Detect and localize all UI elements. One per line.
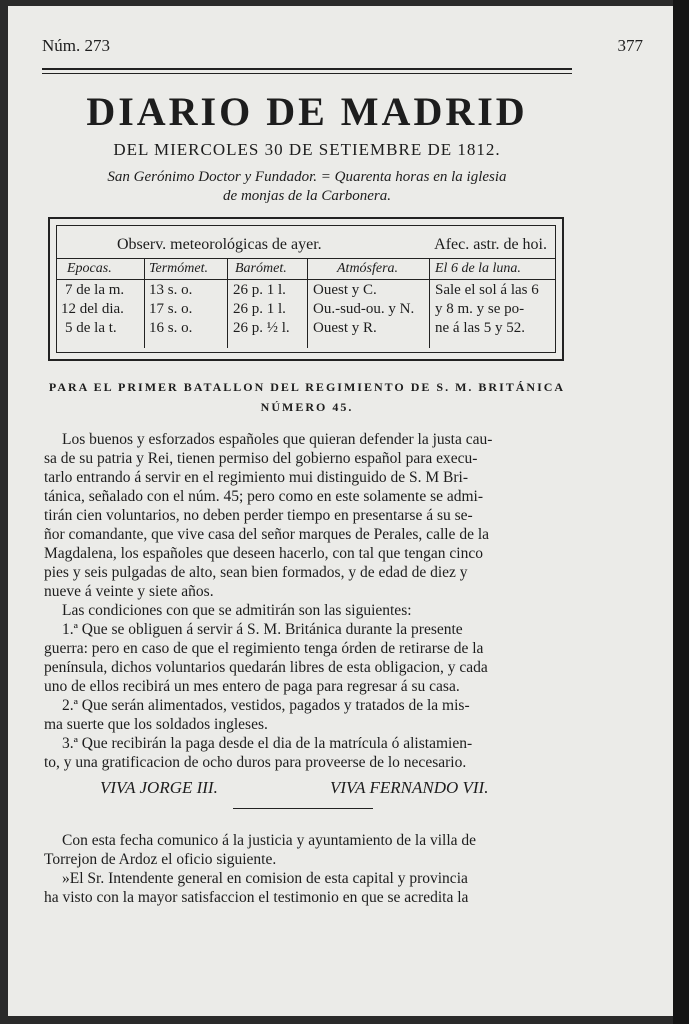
body-line: tarlo entrando á servir en el regimiento mui distinguido de S. M Bri- [44, 469, 469, 486]
weather-table-inner [56, 225, 556, 353]
weather-table [48, 217, 564, 361]
cell-barometro: 26 p. 1 l. [233, 301, 286, 317]
cell-luna: ne á las 5 y 52. [435, 320, 525, 336]
header-barometro: Barómet. [235, 261, 287, 276]
viva-fernando: VIVA FERNANDO VII. [330, 778, 489, 797]
body-line: 2.ª Que serán alimentados, vestidos, pagados y tratados de la mis- [62, 697, 470, 714]
body-line: Los buenos y esforzados españoles que quieran defender la justa cau- [62, 431, 493, 448]
body-line: nueve á veinte y siete años. [44, 583, 214, 600]
newspaper-page [8, 6, 673, 1016]
body-line: ma suerte que los soldados ingleses. [44, 716, 268, 733]
cell-termometro: 17 s. o. [149, 301, 193, 317]
weather-rule [57, 279, 555, 280]
section-rule [233, 808, 373, 809]
body-line: »El Sr. Intendente general en comision de esta capital y provincia [62, 870, 468, 887]
body-line: 3.ª Que recibirán la paga desde el dia de la matrícula ó alistamien- [62, 735, 473, 752]
page-edge-shadow [673, 0, 689, 1024]
cell-atmosfera: Ouest y R. [313, 320, 377, 336]
weather-title: Observ. meteorológicas de ayer. [117, 236, 322, 253]
cell-barometro: 26 p. ½ l. [233, 320, 290, 336]
header-epocas: Epocas. [67, 261, 112, 276]
dateline: DEL MIERCOLES 30 DE SETIEMBRE DE 1812. [113, 140, 501, 159]
body-line: Magdalena, los españoles que deseen hacerlo, con tal que tengan cinco [44, 545, 483, 562]
cell-epoca: 7 de la m. [65, 282, 125, 298]
saint-line-1: San Gerónimo Doctor y Fundador. = Quarenta horas en la iglesia [107, 169, 507, 185]
body-line: guerra: pero en caso de que el regimiento tenga órden de retirarse de la [44, 640, 484, 657]
body-line: uno de ellos recibirá un mes entero de paga para regresar á su casa. [44, 678, 460, 695]
cell-barometro: 26 p. 1 l. [233, 282, 286, 298]
body-line: Torrejon de Ardoz el oficio siguiente. [44, 851, 277, 868]
viva-jorge: VIVA JORGE III. [100, 778, 218, 797]
page-number: 377 [617, 36, 643, 55]
weather-rule [57, 258, 555, 259]
cell-epoca: 12 del dia. [61, 301, 124, 317]
cell-atmosfera: Ou.-sud-ou. y N. [313, 301, 415, 317]
article-subheading: NÚMERO 45. [260, 400, 354, 414]
body-line: Con esta fecha comunico á la justicia y ayuntamiento de la villa de [62, 832, 477, 849]
saint-line-2: de monjas de la Carbonera. [223, 188, 391, 204]
body-line: tánica, señalado con el núm. 45; pero como en este solamente se admi- [44, 488, 484, 505]
body-line: pies y seis pulgadas de alto, sean bien formados, y de edad de diez y [44, 564, 468, 581]
cell-termometro: 16 s. o. [149, 320, 193, 336]
column-divider [429, 258, 430, 348]
column-divider [227, 258, 228, 348]
astro-title: Afec. astr. de hoi. [434, 236, 547, 253]
issue-number: Núm. 273 [42, 36, 110, 55]
body-line: to, y una gratificacion de ocho duros para proveerse de lo necesario. [44, 754, 467, 771]
column-divider [144, 258, 145, 348]
body-line: 1.ª Que se obliguen á servir á S. M. Británica durante la presente [62, 621, 463, 638]
body-line: sa de su patria y Rei, tienen permiso del gobierno español para execu- [44, 450, 478, 467]
column-divider [307, 258, 308, 348]
masthead-rule [42, 68, 572, 70]
header-luna: El 6 de la luna. [435, 261, 521, 276]
cell-epoca: 5 de la t. [65, 320, 117, 336]
body-line: península, dichos voluntarios quedarán libres de esta obligacion, y cada [44, 659, 488, 676]
masthead-rule-thin [42, 73, 572, 74]
newspaper-title: DIARIO DE MADRID [86, 89, 528, 134]
article-heading: PARA EL PRIMER BATALLON DEL REGIMIENTO DE S. M. BRITÁNICA [48, 380, 566, 394]
body-line: ha visto con la mayor satisfaccion el testimonio en que se acredita la [44, 889, 469, 906]
cell-atmosfera: Ouest y C. [313, 282, 377, 298]
body-line: Las condiciones con que se admitirán son las siguientes: [62, 602, 412, 619]
cell-luna: y 8 m. y se po- [435, 301, 525, 317]
body-line: ñor comandante, que vive casa del señor marques de Perales, calle de la [44, 526, 490, 543]
cell-termometro: 13 s. o. [149, 282, 193, 298]
header-termometro: Termómet. [149, 261, 208, 276]
header-atmosfera: Atmósfera. [337, 261, 399, 276]
cell-luna: Sale el sol á las 6 [435, 282, 539, 298]
body-line: tirán cien voluntarios, no deben perder tiempo en presentarse á su se- [44, 507, 473, 524]
